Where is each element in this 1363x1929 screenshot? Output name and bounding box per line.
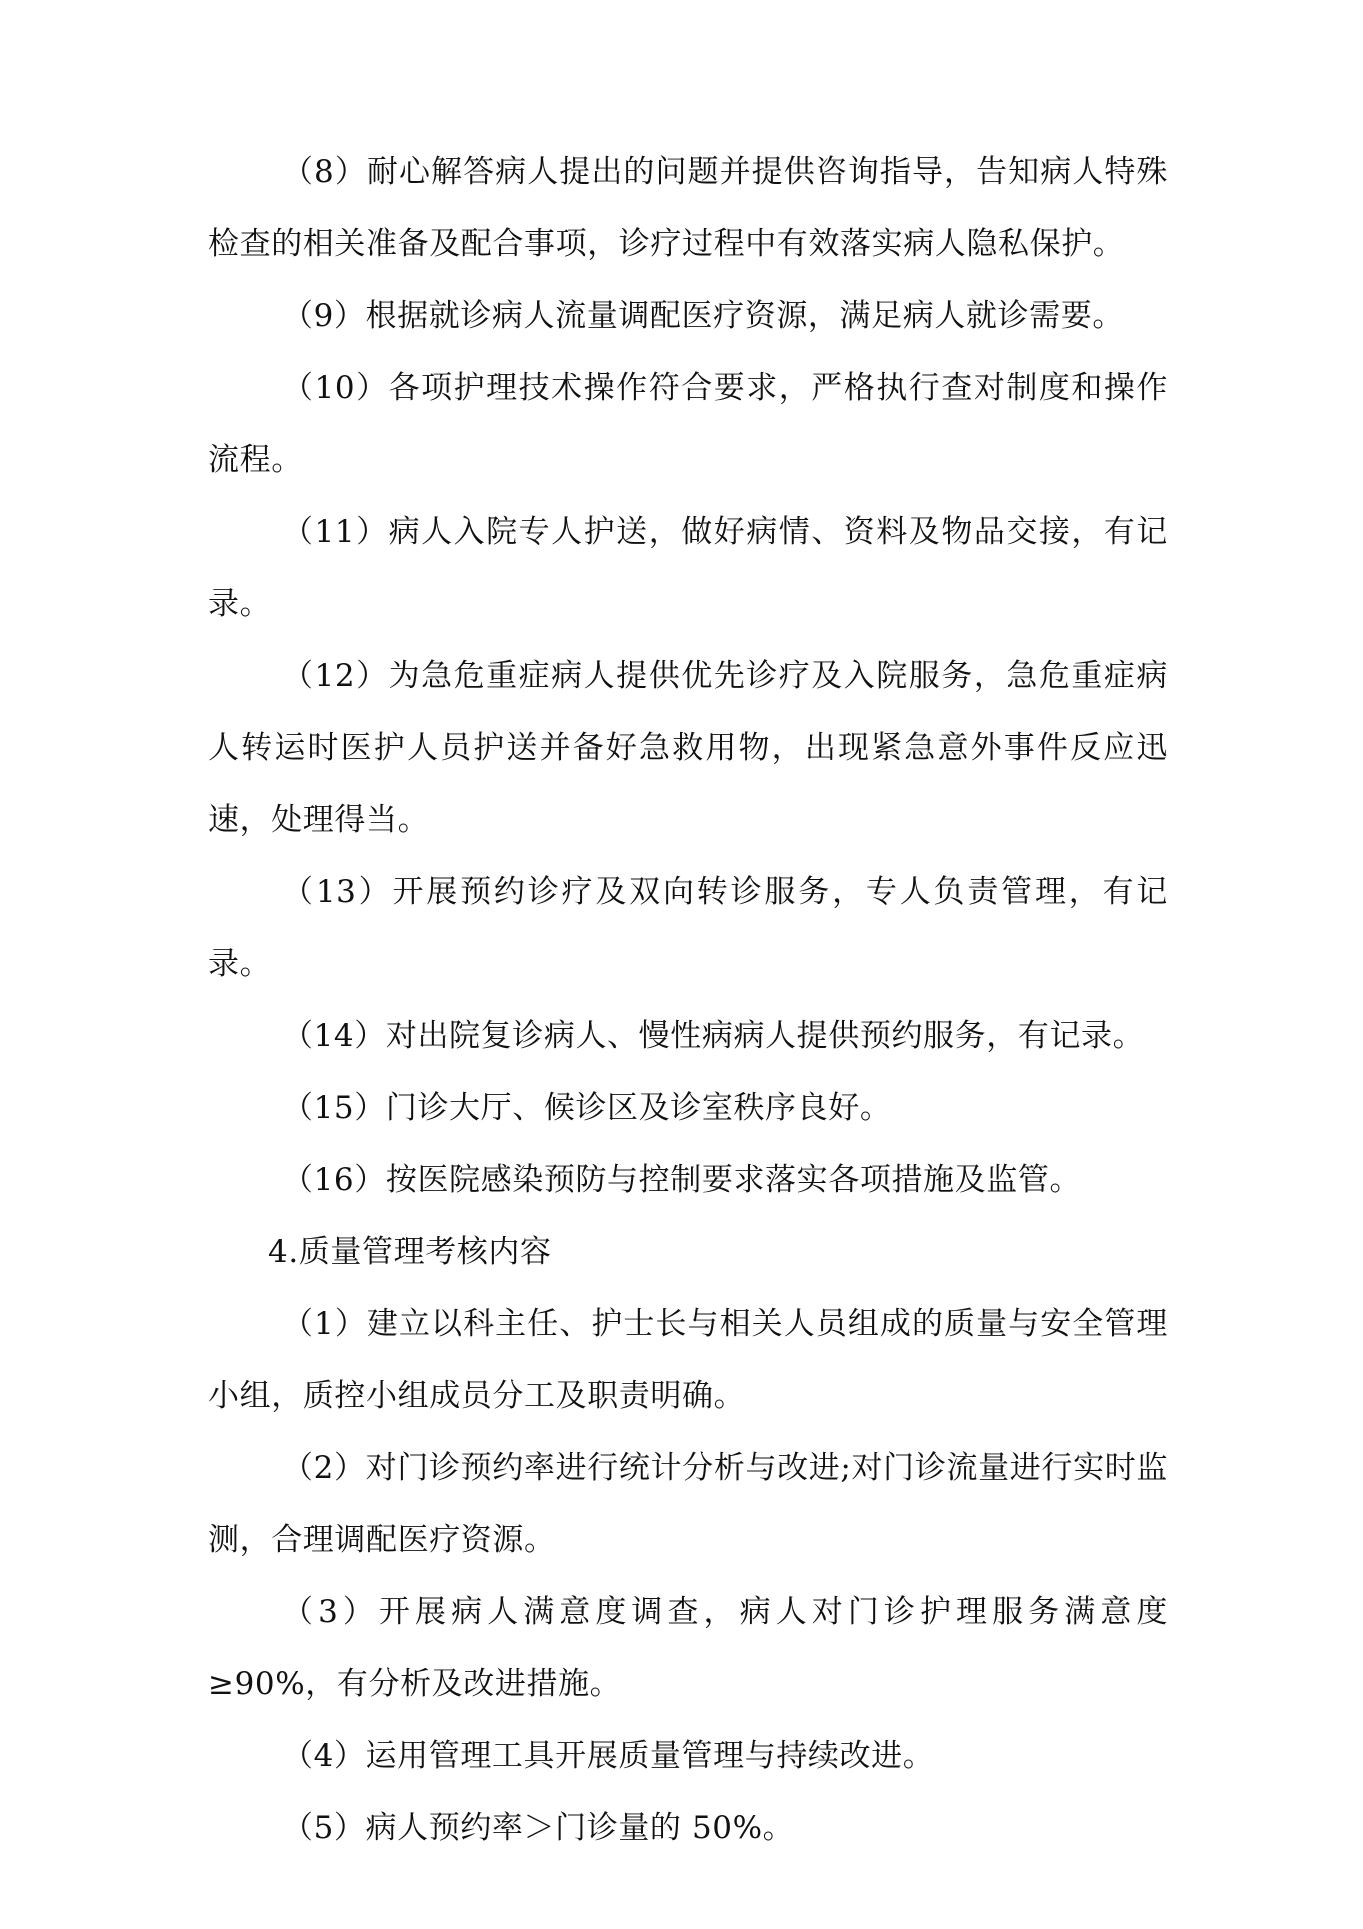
section-heading: 4.质量管理考核内容 xyxy=(268,1234,552,1270)
paragraph-item-13: （13）开展预约诊疗及双向转诊服务，专人负责管理，有记录。 xyxy=(208,874,1168,982)
paragraph-item-11: （11）病人入院专人护送，做好病情、资料及物品交接，有记录。 xyxy=(208,514,1168,622)
document-body xyxy=(208,136,1168,1864)
paragraph-quality-3: （3）开展病人满意度调查，病人对门诊护理服务满意度≥90%，有分析及改进措施。 xyxy=(208,1594,1168,1702)
paragraph-item-16: （16）按医院感染预防与控制要求落实各项措施及监管。 xyxy=(282,1162,1082,1198)
paragraph-quality-5: （5）病人预约率＞门诊量的 50%。 xyxy=(282,1810,795,1846)
paragraph-item-15: （15）门诊大厅、候诊区及诊室秩序良好。 xyxy=(282,1090,892,1126)
paragraph-quality-2: （2）对门诊预约率进行统计分析与改进;对门诊流量进行实时监测，合理调配医疗资源。 xyxy=(208,1450,1168,1558)
paragraph-quality-1: （1）建立以科主任、护士长与相关人员组成的质量与安全管理小组，质控小组成员分工及职责明确。 xyxy=(208,1306,1168,1414)
paragraph-item-10: （10）各项护理技术操作符合要求，严格执行查对制度和操作流程。 xyxy=(208,370,1168,478)
paragraph-item-12: （12）为急危重症病人提供优先诊疗及入院服务，急危重症病人转运时医护人员护送并备好急救用物，出现紧急意外事件反应迅速，处理得当。 xyxy=(208,658,1168,838)
paragraph-item-8: （8）耐心解答病人提出的问题并提供咨询指导，告知病人特殊检查的相关准备及配合事项，诊疗过程中有效落实病人隐私保护。 xyxy=(208,154,1168,262)
paragraph-item-9: （9）根据就诊病人流量调配医疗资源，满足病人就诊需要。 xyxy=(282,298,1124,334)
paragraph-quality-4: （4）运用管理工具开展质量管理与持续改进。 xyxy=(282,1738,935,1774)
paragraph-item-14: （14）对出院复诊病人、慢性病病人提供预约服务，有记录。 xyxy=(282,1018,1145,1054)
